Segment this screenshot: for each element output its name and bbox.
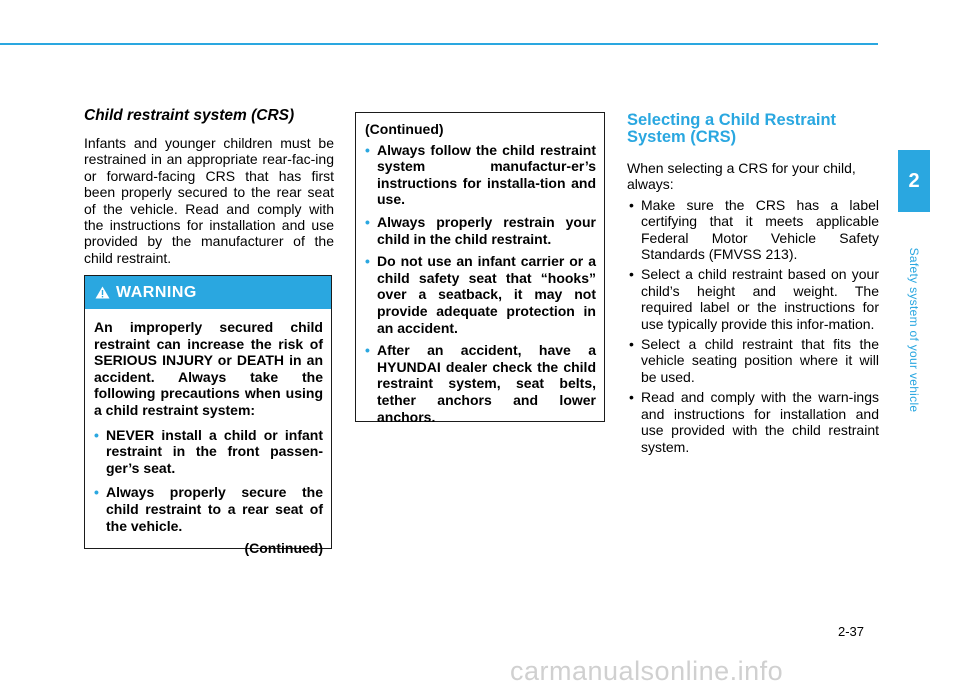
bullet-icon: • (365, 342, 370, 359)
bullet-icon: • (365, 253, 370, 270)
continued-bullets (365, 142, 596, 426)
list-item: • Read and comply with the warn-ings and instructions for installation and use provided with the child restraint system. (629, 389, 879, 455)
list-item: • Select a child restraint based on your child’s height and weight. The required label or the instructions for use typically provide this infor-mation. (629, 266, 879, 332)
bullet-icon: • (94, 484, 99, 501)
list-item: • Select a child restraint that fits the vehicle seating position where it will be used. (629, 336, 879, 385)
selecting-bullets (627, 197, 879, 455)
top-rule (0, 43, 878, 45)
warning-box (84, 275, 332, 557)
warning-triangle-icon (95, 286, 110, 299)
footer-watermark: carmanualsonline.info (510, 656, 784, 686)
bullet-icon: • (629, 266, 634, 283)
section-heading: Child restraint system (CRS) (84, 107, 295, 124)
bullet-icon: • (629, 389, 634, 406)
list-item: • Always properly secure the child restraint to a rear seat of the vehicle. (94, 484, 323, 534)
intro-paragraph: Infants and younger children must be restrained in an appropriate rear-fac-ing or forward-facing CRS that has first been properly secured to the rear seat of the vehicle. Read and comply with the instructions for installation and use provided by the manufacturer of the child restraint. (84, 135, 334, 266)
page-number: 2-37 (838, 624, 865, 639)
right-column (627, 112, 879, 459)
left-column (84, 107, 334, 266)
continued-label: (Continued) (365, 121, 444, 137)
bullet-icon: • (629, 336, 634, 353)
continued-label: (Continued) (244, 540, 323, 557)
chapter-title: Safety system of your vehicle (907, 247, 921, 413)
list-item: • After an accident, have a HYUNDAI dealer check the child restraint system, seat belts, tether anchors and lower anchors. (365, 342, 596, 425)
warning-body (85, 309, 331, 556)
selecting-heading: Selecting a Child Restraint System (CRS) (627, 111, 837, 146)
list-item: • NEVER install a child or infant restraint in the front passen-ger’s seat. (94, 426, 323, 476)
chapter-tab: 2 (898, 150, 930, 212)
warning-header (85, 276, 331, 309)
warning-intro: An improperly secured child restraint can increase the risk of SERIOUS INJURY or DEATH in an accident. Always take the following precautions when using a child restraint system: (94, 319, 323, 418)
list-item: • Make sure the CRS has a label certifying that it meets applicable Federal Motor Vehicle Safety Standards (FMVSS 213). (629, 196, 879, 263)
list-item: • Do not use an infant carrier or a child safety seat that “hooks” over a seatback, it may not provide adequate protection in an accident. (365, 253, 596, 336)
list-item: • Always properly restrain your child in the child restraint. (365, 213, 596, 247)
bullet-icon: • (365, 213, 370, 230)
bullet-icon: • (629, 196, 634, 213)
bullet-icon: • (94, 426, 99, 443)
selecting-intro: When selecting a CRS for your child, always: (627, 160, 856, 193)
warning-title: WARNING (116, 283, 197, 301)
continued-warning-box (355, 112, 605, 425)
list-item: • Always follow the child restraint system manufactur-er’s instructions for installa-tion and use. (365, 141, 596, 208)
bullet-icon: • (365, 141, 370, 158)
warning-bullets (94, 427, 323, 535)
